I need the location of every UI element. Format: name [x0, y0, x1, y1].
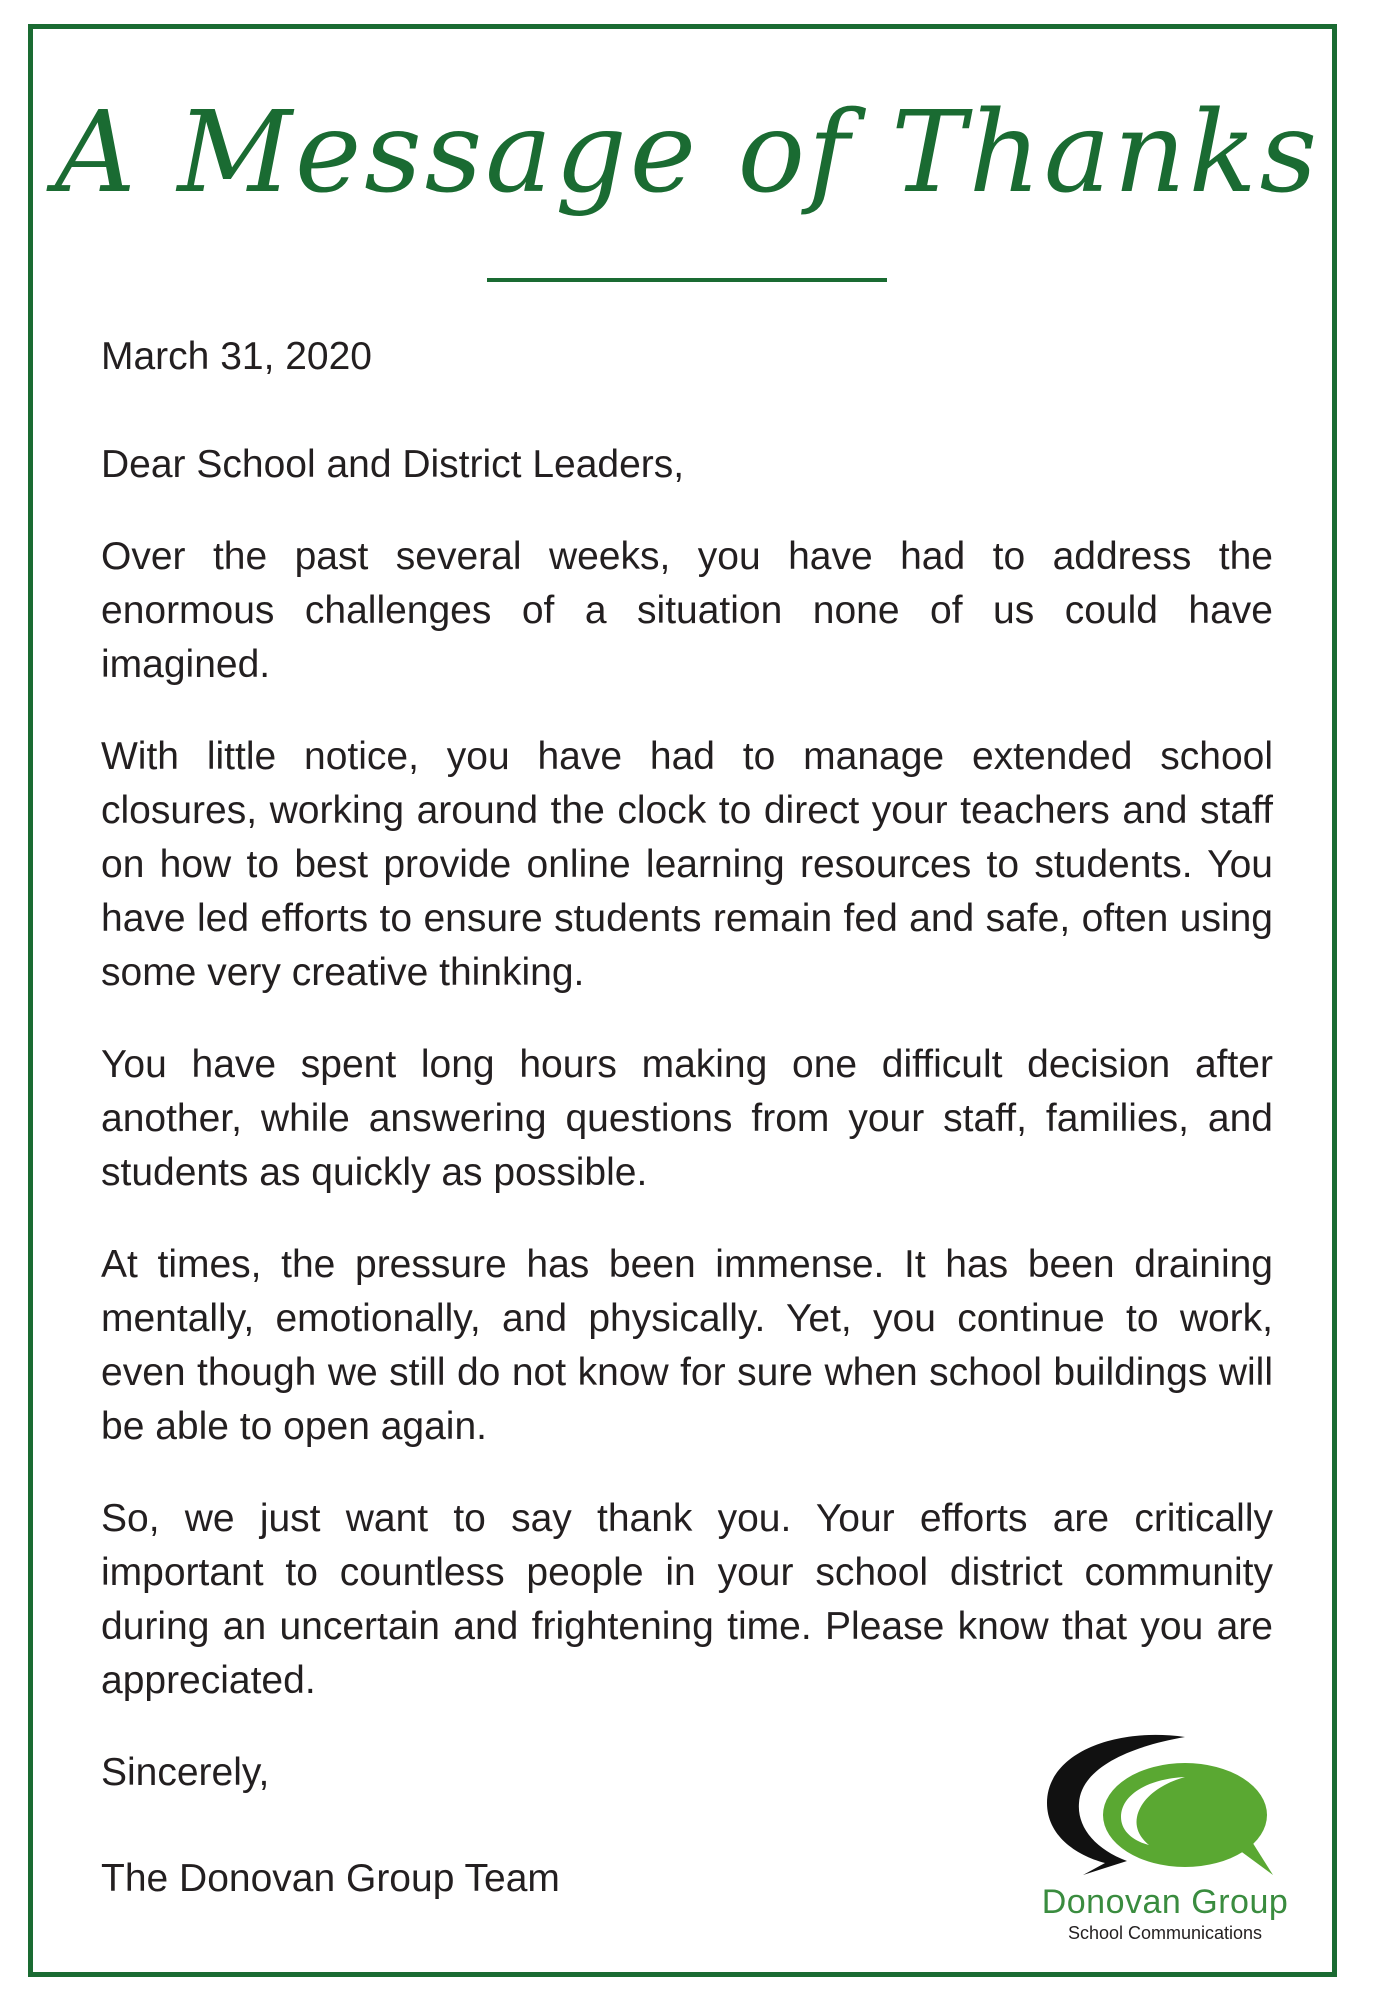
letter-paragraph: You have spent long hours making one difficult decision after another, while answering questions from your staff, families, and students as quickly as possible.	[101, 1043, 1273, 1194]
donovan-group-logo	[1030, 1725, 1300, 1955]
logo-name: Donovan Group	[1041, 1883, 1289, 1921]
logo-tagline: School Communications	[1067, 1923, 1263, 1943]
letter-paragraph: So, we just want to say thank you. Your efforts are critically important to countless people in your school district community during an uncertain and frightening time. Please know that you are appreciated.	[101, 1497, 1273, 1702]
letter-paragraph: With little notice, you have had to manage extended school closures, working around the clock to direct your teachers and staff on how to best provide online learning resources to students. You have led efforts to ensure students remain fed and safe, often using some very creative thinking.	[101, 735, 1273, 994]
letter-date: March 31, 2020	[101, 335, 373, 378]
letter-closing: Sincerely,	[101, 1751, 270, 1794]
page-title: A Message of Thanks	[54, 88, 1321, 218]
letter-signature: The Donovan Group Team	[101, 1857, 560, 1900]
letter-body	[101, 330, 1273, 1944]
letter-paragraph: At times, the pressure has been immense. It has been draining mentally, emotionally, and physically. Yet, you continue to work, even though we still do not know for sure when school buildings will be able to open again.	[101, 1243, 1273, 1448]
letter-salutation: Dear School and District Leaders,	[101, 443, 685, 486]
title-divider	[487, 278, 887, 282]
letter-paragraph: Over the past several weeks, you have had to address the enormous challenges of a situation none of us could have imagined.	[101, 535, 1273, 686]
speech-bubble-logo-icon	[1035, 1725, 1295, 1885]
